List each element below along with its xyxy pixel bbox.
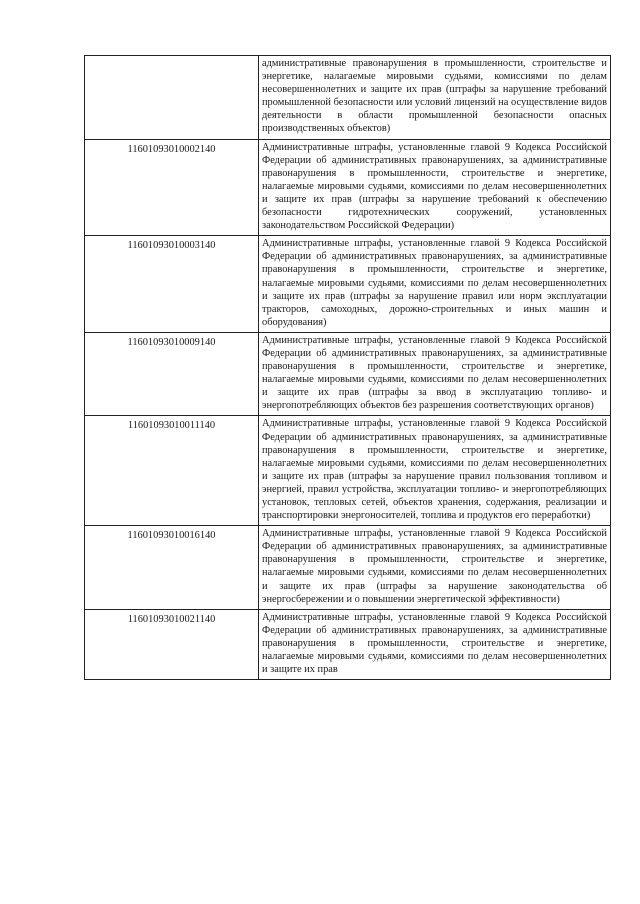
- description-cell: Административные штрафы, установленные главой 9 Кодекса Российской Федерации об административных правонарушениях, за административные правонарушения в промышленности, строительстве и энергетике, налагаемые мировыми судьями, комиссиями по делам несовершеннолетних и защите их прав (штрафы за нарушение правил пользования топливом и энергией, правил устройства, эксплуатации топливо- и энергопотребляющих установок, тепловых сетей, объектов хранения, содержания, реализации и транспортировки энергоносителей, топлива и продуктов его переработки): [259, 416, 611, 526]
- description-cell: административные правонарушения в промышленности, строительстве и энергетике, налагаемые мировыми судьями, комиссиями по делам несовершеннолетних и защите их прав (штрафы за нарушение требований промышленной безопасности или условий лицензий на осуществление видов деятельности в области промышленной безопасности опасных производственных объектов): [259, 56, 611, 140]
- table-row: [85, 139, 611, 236]
- table-row: [85, 236, 611, 333]
- table-row: [85, 56, 611, 140]
- description-cell: Административные штрафы, установленные главой 9 Кодекса Российской Федерации об административных правонарушениях, за административные правонарушения в промышленности, строительстве и энергетике, налагаемые мировыми судьями, комиссиями по делам несовершеннолетних и защите их прав (штрафы за нарушение требований к обеспечению безопасности гидротехнических сооружений, установленных законодательством Российской Федерации): [259, 139, 611, 236]
- budget-code-cell: 11601093010002140: [85, 139, 259, 236]
- description-cell: Административные штрафы, установленные главой 9 Кодекса Российской Федерации об административных правонарушениях, за административные правонарушения в промышленности, строительстве и энергетике, налагаемые мировыми судьями, комиссиями по делам несовершеннолетних и защите их прав (штрафы за нарушение правил или норм эксплуатации тракторов, самоходных, дорожно-строительных и иных машин и оборудования): [259, 236, 611, 333]
- table-row: [85, 609, 611, 679]
- table-row: [85, 332, 611, 416]
- budget-code-cell: 11601093010021140: [85, 609, 259, 679]
- budget-codes-table: [84, 55, 611, 680]
- table-row: [85, 526, 611, 610]
- description-cell: Административные штрафы, установленные главой 9 Кодекса Российской Федерации об административных правонарушениях, за административные правонарушения в промышленности, строительстве и энергетике, налагаемые мировыми судьями, комиссиями по делам несовершеннолетних и защите их прав (штрафы за ввод в эксплуатацию топливо- и энергопотребляющих объектов без разрешения соответствующих органов): [259, 332, 611, 416]
- description-cell: Административные штрафы, установленные главой 9 Кодекса Российской Федерации об административных правонарушениях, за административные правонарушения в промышленности, строительстве и энергетике, налагаемые мировыми судьями, комиссиями по делам несовершеннолетних и защите их прав (штрафы за нарушение законодательства об энергосбережении и о повышении энергетической эффективности): [259, 526, 611, 610]
- description-cell: Административные штрафы, установленные главой 9 Кодекса Российской Федерации об административных правонарушениях, за административные правонарушения в промышленности, строительстве и энергетике, налагаемые мировыми судьями, комиссиями по делам несовершеннолетних и защите их прав: [259, 609, 611, 679]
- budget-code-cell: 11601093010009140: [85, 332, 259, 416]
- budget-code-cell: [85, 56, 259, 140]
- budget-code-cell: 11601093010016140: [85, 526, 259, 610]
- table-row: [85, 416, 611, 526]
- budget-code-cell: 11601093010011140: [85, 416, 259, 526]
- budget-code-cell: 11601093010003140: [85, 236, 259, 333]
